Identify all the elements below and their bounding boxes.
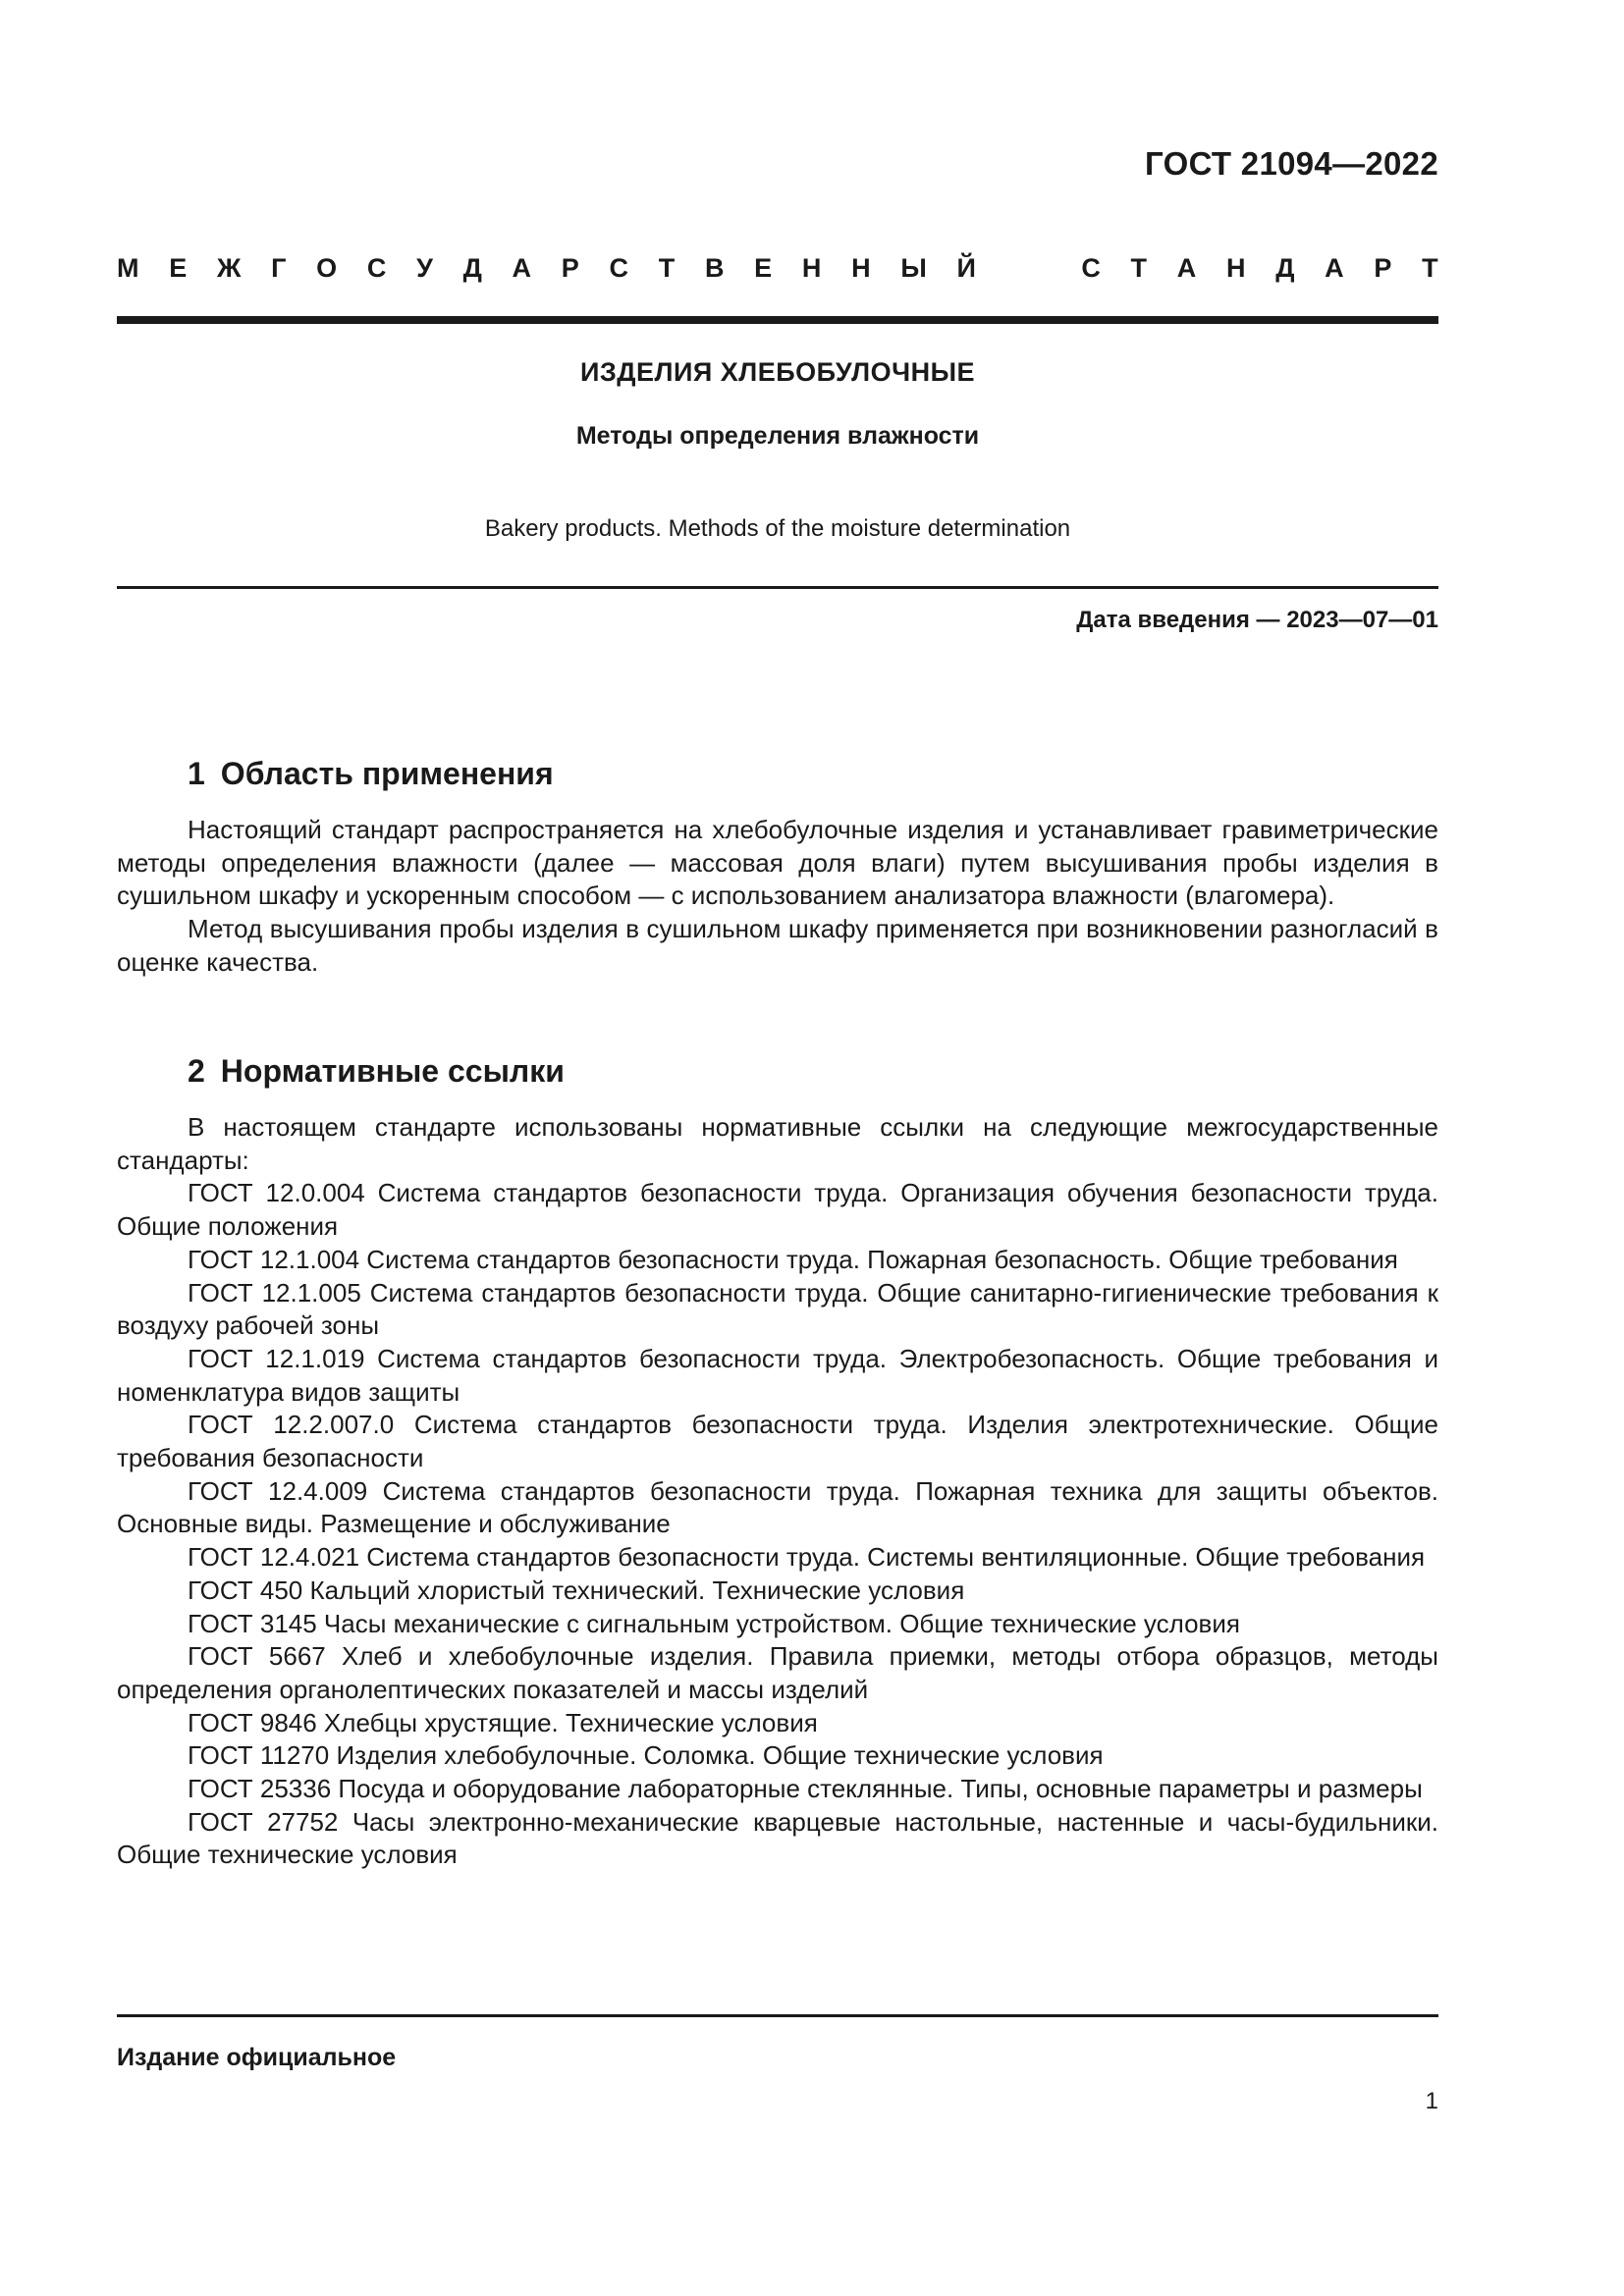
reference-item: ГОСТ 5667 Хлеб и хлебобулочные изделия. Правила приемки, методы отбора образцов, методы определения органолептических показателей и массы изделий bbox=[117, 1641, 1438, 1704]
section-heading bbox=[117, 756, 1438, 792]
section-title: Область применения bbox=[220, 756, 554, 791]
section-heading bbox=[117, 1053, 1438, 1090]
banner-letter: Г bbox=[271, 253, 287, 283]
banner-letter: О bbox=[316, 253, 338, 283]
banner-letter: С bbox=[366, 253, 387, 283]
banner-letter: Р bbox=[1374, 253, 1392, 283]
banner-letter: А bbox=[1176, 253, 1197, 283]
banner-letter: Е bbox=[169, 253, 188, 283]
banner-letter: А bbox=[1325, 253, 1344, 283]
banner-letter: Н bbox=[1225, 253, 1246, 283]
reference-item: ГОСТ 12.1.004 Система стандартов безопасности труда. Пожарная безопасность. Общие требования bbox=[188, 1244, 1398, 1274]
section-normative-references bbox=[117, 1053, 1438, 1872]
header-divider bbox=[117, 316, 1438, 324]
banner-letter: Ж bbox=[216, 253, 242, 283]
reference-item: ГОСТ 450 Кальций хлористый технический. Технические условия bbox=[188, 1575, 965, 1605]
introduction-date: Дата введения — 2023—07—01 bbox=[1076, 607, 1438, 633]
banner-letter: Т bbox=[658, 253, 676, 283]
banner-letter: Д bbox=[1275, 253, 1295, 283]
banner-letter: Т bbox=[1130, 253, 1148, 283]
banner-letter: Т bbox=[1422, 253, 1438, 283]
reference-item: ГОСТ 3145 Часы механические с сигнальным устройством. Общие технические условия bbox=[188, 1608, 1240, 1638]
banner-letter: Д bbox=[462, 253, 482, 283]
banner-word-gap bbox=[1006, 253, 1052, 284]
reference-item: ГОСТ 12.0.004 Система стандартов безопасности труда. Организация обучения безопасности труда. Общие положения bbox=[117, 1178, 1438, 1242]
banner-letter: Е bbox=[754, 253, 773, 283]
title-divider bbox=[117, 586, 1438, 589]
document-page bbox=[117, 0, 1438, 2296]
section-body bbox=[117, 814, 1438, 980]
banner-letter: Й bbox=[956, 253, 976, 283]
footer-divider bbox=[117, 2014, 1438, 2017]
section-scope bbox=[117, 756, 1438, 980]
reference-item: ГОСТ 27752 Часы электронно-механические кварцевые настольные, настенные и часы-будильники. Общие технические условия bbox=[117, 1806, 1438, 1870]
reference-item: ГОСТ 9846 Хлебцы хрустящие. Технические условия bbox=[188, 1707, 818, 1737]
banner-letter: А bbox=[512, 253, 532, 283]
document-title: ИЗДЕЛИЯ ХЛЕБОБУЛОЧНЫЕ bbox=[579, 357, 976, 387]
reference-item: ГОСТ 12.4.009 Система стандартов безопасности труда. Пожарная техника для защиты объектов. Основные виды. Размещение и обслуживание bbox=[117, 1475, 1438, 1539]
section-number: 1 bbox=[188, 756, 205, 791]
english-title: Bakery products. Methods of the moisture determination bbox=[484, 515, 1071, 542]
banner-letter: М bbox=[117, 253, 139, 283]
paragraph: Метод высушивания пробы изделия в сушильном шкафу применяется при возникновении разногласий в оценке качества. bbox=[117, 914, 1438, 977]
reference-item: ГОСТ 11270 Изделия хлебобулочные. Соломка. Общие технические условия bbox=[188, 1740, 1104, 1771]
banner-letter: С bbox=[1081, 253, 1101, 283]
standard-type-banner bbox=[117, 253, 1438, 284]
document-subtitle: Методы определения влажности bbox=[575, 422, 980, 450]
paragraph: В настоящем стандарте использованы нормативные ссылки на следующие межгосударственные стандарты: bbox=[117, 1112, 1438, 1175]
banner-letter: Н bbox=[851, 253, 871, 283]
reference-item: ГОСТ 12.1.005 Система стандартов безопасности труда. Общие санитарно-гигиенические требования к воздуху рабочей зоны bbox=[117, 1277, 1438, 1341]
section-number: 2 bbox=[188, 1053, 205, 1089]
banner-letter: Н bbox=[801, 253, 822, 283]
reference-item: ГОСТ 12.4.021 Система стандартов безопасности труда. Системы вентиляционные. Общие требования bbox=[188, 1542, 1426, 1573]
section-title: Нормативные ссылки bbox=[220, 1053, 565, 1089]
document-number: ГОСТ 21094—2022 bbox=[1145, 145, 1438, 182]
page-number: 1 bbox=[1425, 2088, 1438, 2114]
banner-letter: Р bbox=[561, 253, 579, 283]
paragraph: Настоящий стандарт распространяется на хлебобулочные изделия и устанавливает гравиметрические методы определения влажности (далее — массовая доля влаги) путем высушивания пробы изделия в сушильном шкафу и ускоренным способом — с использованием анализатора влажности (влагомера). bbox=[117, 815, 1438, 911]
reference-item: ГОСТ 12.2.007.0 Система стандартов безопасности труда. Изделия электротехнические. Общие требования безопасности bbox=[117, 1410, 1438, 1473]
official-edition-label: Издание официальное bbox=[117, 2044, 397, 2071]
section-body bbox=[117, 1111, 1438, 1872]
banner-letter: С bbox=[609, 253, 628, 283]
reference-item: ГОСТ 25336 Посуда и оборудование лабораторные стеклянные. Типы, основные параметры и размеры bbox=[188, 1774, 1423, 1804]
banner-letter: У bbox=[416, 253, 433, 283]
banner-letter: Ы bbox=[900, 253, 927, 283]
reference-item: ГОСТ 12.1.019 Система стандартов безопасности труда. Электробезопасность. Общие требования и номенклатура видов защиты bbox=[117, 1343, 1438, 1407]
banner-letter: В bbox=[704, 253, 725, 283]
